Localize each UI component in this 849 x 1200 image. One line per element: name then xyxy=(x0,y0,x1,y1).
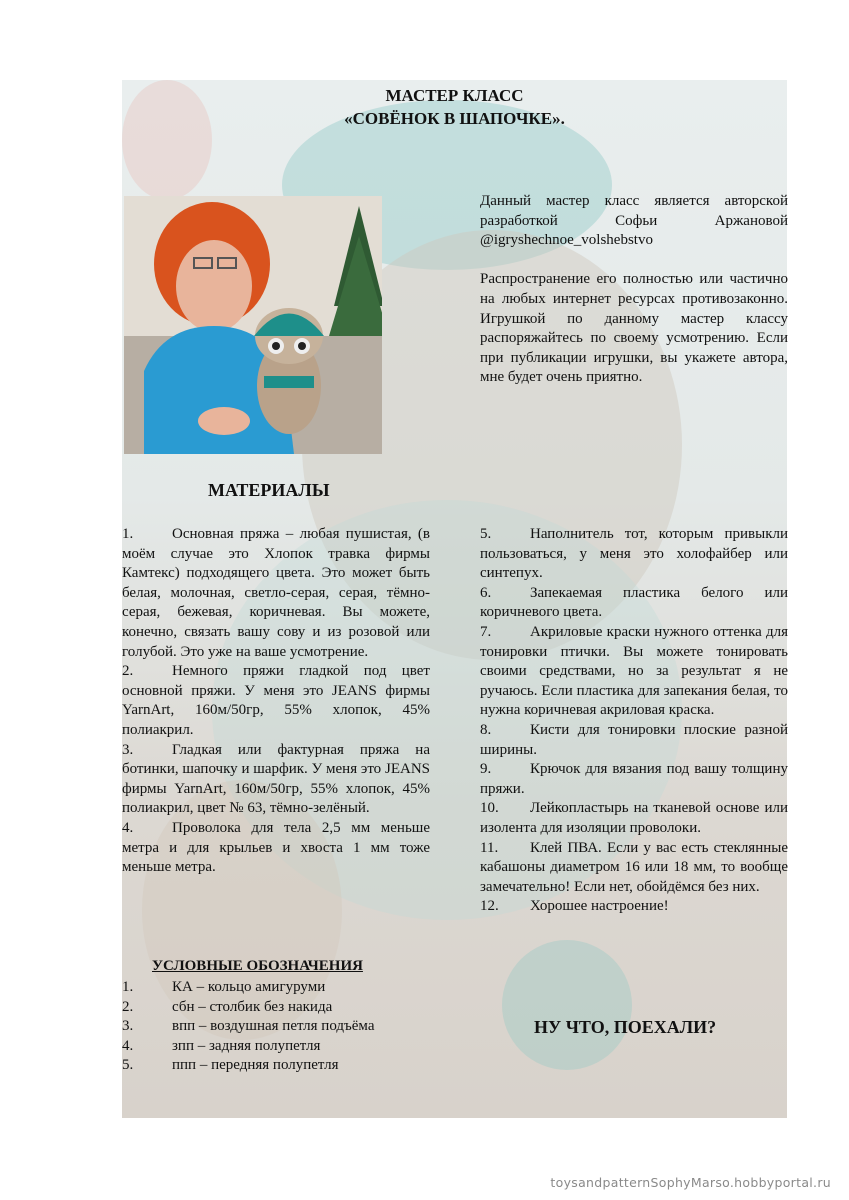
material-item xyxy=(480,721,788,760)
material-item xyxy=(480,525,788,584)
material-number: 4. xyxy=(122,819,134,836)
material-text: Кисти для тонировки плоские разной ширины. xyxy=(480,721,788,758)
materials-list-right xyxy=(480,525,788,917)
material-number: 7. xyxy=(480,623,492,640)
legend-item xyxy=(122,1017,374,1037)
materials-list-left xyxy=(122,525,430,878)
material-text: Крючок для вязания под вашу толщину пряжи. xyxy=(480,761,788,797)
legend-text: зпп – задняя полупетля xyxy=(172,1037,321,1054)
legend-item xyxy=(122,1056,374,1076)
material-text: Гладкая или фактурная пряжа на ботинки, шапочку и шарфик. У меня это JEANS фирмы YarnArt, 160м/50гр, 55% хлопок, 45% полиакрил, цвет № 63, тёмно-зелёный. xyxy=(122,741,430,817)
legend-text: впп – воздушная петля подъёма xyxy=(172,1018,375,1035)
material-number: 10. xyxy=(480,800,499,817)
legend-heading: УСЛОВНЫЕ ОБОЗНАЧЕНИЯ xyxy=(152,958,363,974)
legend-number: 2. xyxy=(122,998,134,1015)
material-text: Клей ПВА. Если у вас есть стеклянные кабашоны диаметром 16 или 18 мм, то вообще замечательно! Если нет, обойдёмся без них. xyxy=(480,839,788,895)
material-text: Основная пряжа – любая пушистая, (в моём случае это Хлопок травка фирмы Камтекс) подходящего цвета. Это может быть белая, молочная, светло-серая, серая, тёмно-серая, бежевая, коричневая. Вы можете, конечно, связать вашу сову и из розовой или голубой. Это уже на ваше усмотрение. xyxy=(122,526,430,660)
legend-text: сбн – столбик без накида xyxy=(172,998,333,1015)
material-number: 9. xyxy=(480,761,492,778)
material-number: 5. xyxy=(480,526,492,542)
material-item xyxy=(480,839,788,898)
material-text: Хорошее настроение! xyxy=(530,898,669,915)
material-number: 2. xyxy=(122,663,134,680)
material-text: Немного пряжи гладкой под цвет основной пряжи. У меня это JEANS фирмы YarnArt, 160м/50гр, 55% хлопок, 45% полиакрил. xyxy=(122,663,430,738)
material-item xyxy=(122,741,430,819)
material-text: Лейкопластырь на тканевой основе или изолента для изоляции проволоки. xyxy=(480,800,788,836)
legend-item xyxy=(122,998,374,1018)
material-number: 1. xyxy=(122,526,134,542)
material-number: 11. xyxy=(480,839,499,856)
legend-text: ппп – передняя полупетля xyxy=(172,1057,339,1074)
legend-item xyxy=(122,978,374,998)
material-text: Наполнитель тот, которым привыкли пользоваться, у меня это холофайбер или синтепух. xyxy=(480,526,788,582)
material-text: Запекаемая пластика белого или коричневого цвета. xyxy=(480,584,788,621)
author-photo xyxy=(124,196,382,454)
material-number: 6. xyxy=(480,584,492,601)
footer-watermark: toysandpatternSophyMarso.hobbyportal.ru xyxy=(550,1175,831,1190)
material-text: Проволока для тела 2,5 мм меньше метра и для крыльев и хвоста 1 мм тоже меньше метра. xyxy=(122,819,430,876)
material-number: 8. xyxy=(480,721,492,738)
page-title: МАСТЕР КЛАСС xyxy=(385,86,524,105)
material-number: 12. xyxy=(480,898,499,915)
legend-text: КА – кольцо амигуруми xyxy=(172,979,326,995)
material-text: Акриловые краски нужного оттенка для тонировки птички. Вы можете тонировать своими средствами, но за результат я не ручаюсь. Если пластика для запекания белая, то нужна коричневая акриловая краска. xyxy=(480,623,788,719)
material-item xyxy=(122,525,430,662)
page-subtitle: «СОВЁНОК В ШАПОЧКЕ». xyxy=(344,109,565,128)
legend-number: 1. xyxy=(122,979,134,995)
material-item xyxy=(480,799,788,838)
legend-number: 4. xyxy=(122,1037,134,1054)
material-item xyxy=(480,584,788,623)
author-note xyxy=(480,192,788,408)
copyright-paragraph: Распространение его полностью или частично на любых интернет ресурсах противозаконно. Игрушкой по данному мастер классу распоряжайтесь по своему усмотрению. Если при публикации игрушки, вы укажете автора, мне будет очень приятно. xyxy=(480,271,788,386)
author-paragraph: Данный мастер класс является авторской разработкой Софьи Аржановой @igryshechnoe_volshebstvo xyxy=(480,193,788,249)
material-item xyxy=(122,662,430,740)
legend-number: 5. xyxy=(122,1057,134,1074)
material-item xyxy=(480,623,788,721)
material-number: 3. xyxy=(122,741,134,758)
material-item xyxy=(122,819,430,878)
legend-item xyxy=(122,1037,374,1057)
material-item xyxy=(480,897,788,917)
legend-number: 3. xyxy=(122,1018,134,1035)
material-item xyxy=(480,760,788,799)
closing-heading: НУ ЧТО, ПОЕХАЛИ? xyxy=(534,1017,717,1037)
legend-list xyxy=(122,978,374,1076)
materials-heading: МАТЕРИАЛЫ xyxy=(208,480,330,500)
